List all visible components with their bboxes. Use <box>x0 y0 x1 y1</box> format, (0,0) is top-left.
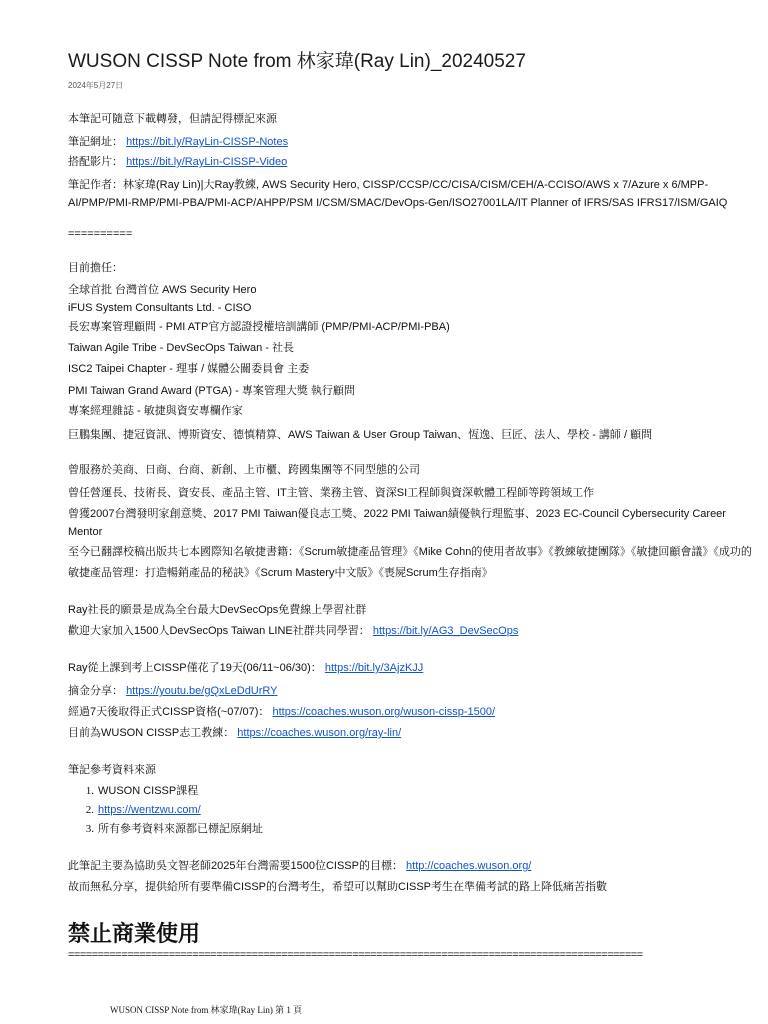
position-item: 巨鵬集團、捷冠資訊、博斯資安、德慎精算、AWS Taiwan & User Group Taiwan、恆逸、巨匠、法人、學校 - 講師 / 顧問 <box>68 429 653 441</box>
separator: ========== <box>68 228 133 240</box>
journey-line <box>68 659 423 677</box>
document-date: 2024年5月27日 <box>68 81 124 90</box>
list-number: 1. <box>85 785 94 797</box>
video-link[interactable]: https://bit.ly/RayLin-CISSP-Video <box>126 156 288 168</box>
journey-label: 經過7天後取得正式CISSP資格(~07/07)： <box>68 706 270 718</box>
journey-label: 摘金分享： <box>68 685 123 697</box>
author-line: 筆記作者：林家瑋(Ray Lin)|大Ray教練, AWS Security Hero, CISSP/CCSP/CC/CISA/CISM/CEH/A-CCISO/AWS x 7/Azure x 6/MPP-AI/PMP/PMI-RMP/PMI-PBA/PMI-ACP/AHPP/PSM I/CSM/SMAC/DevOps-Gen/ISO27001LA/IT Planner of IFRS/SAS IFRS17/ISM/GAIQ <box>68 179 728 209</box>
journey-line <box>68 682 278 700</box>
positions-heading: 目前擔任： <box>68 262 123 274</box>
document-title: WUSON CISSP Note from 林家瑋(Ray Lin)_20240527 <box>68 51 526 72</box>
experience-line: 曾服務於美商、日商、台商、新創、上市櫃、跨國集團等不同型態的公司 <box>68 464 420 476</box>
community-vision: Ray社長的願景是成為全台最大DevSecOps免費線上學習社群 <box>68 604 367 616</box>
community-join-line <box>68 622 518 640</box>
position-item: 全球首批 台灣首位 AWS Security Hero <box>68 284 257 296</box>
experience-line: 曾任營運長、技術長、資安長、產品主管、IT主管、業務主管、資深SI工程師與資深軟體工程師等跨領域工作 <box>68 487 595 499</box>
closing-link[interactable]: http://coaches.wuson.org/ <box>406 860 532 872</box>
list-text: 所有參考資料來源都已標記原網址 <box>98 823 263 835</box>
notes-link[interactable]: https://bit.ly/RayLin-CISSP-Notes <box>126 136 289 148</box>
position-item: 長宏專案管理顧問 - PMI ATP官方認證授權培訓講師 (PMP/PMI-ACP/PMI-PBA) <box>68 321 450 333</box>
journey-line <box>68 703 495 721</box>
experience-books: 至今已翻譯校稿出版共七本國際知名敏捷書籍：《Scrum敏捷產品管理》《Mike Cohn的使用者故事》《教練敏捷團隊》《敏捷回顧會議》《成功的敏捷產品管理：打造暢銷產品的秘訣》《Scrum Mastery中文版》《喪屍Scrum生存指南》 <box>68 546 752 579</box>
list-item <box>68 801 263 820</box>
list-text: WUSON CISSP課程 <box>98 785 199 797</box>
closing-line: 故而無私分享，提供給所有要準備CISSP的台灣考生，希望可以幫助CISSP考生在準備考試的路上降低痛苦指數 <box>68 881 608 893</box>
intro-line: 本筆記可隨意下載轉發，但請記得標記來源 <box>68 113 277 125</box>
closing-line <box>68 857 531 875</box>
community-join-label: 歡迎大家加入1500人DevSecOps Taiwan LINE社群共同學習： <box>68 625 370 637</box>
journey-link[interactable]: https://bit.ly/3AjzKJJ <box>324 662 424 674</box>
journey-link[interactable]: https://coaches.wuson.org/ray-lin/ <box>237 727 402 739</box>
journey-label: Ray從上課到考上CISSP僅花了19天(06/11~06/30)： <box>68 662 322 674</box>
notes-url-line <box>68 133 288 151</box>
references-heading: 筆記參考資料來源 <box>68 764 156 776</box>
journey-link[interactable]: https://youtu.be/gQxLeDdUrRY <box>126 685 278 697</box>
position-item: Taiwan Agile Tribe - DevSecOps Taiwan - 社長 <box>68 342 294 354</box>
list-item <box>68 820 263 839</box>
notes-label: 筆記網址： <box>68 136 123 148</box>
list-number: 2. <box>85 804 94 816</box>
list-item <box>68 782 263 801</box>
position-item: 專案經理雜誌 - 敏捷與資安專欄作家 <box>68 405 243 417</box>
video-url-line <box>68 153 287 171</box>
video-label: 搭配影片： <box>68 156 123 168</box>
list-number: 3. <box>85 823 94 835</box>
journey-line <box>68 724 401 742</box>
position-item: ISC2 Taipei Chapter - 理事 / 媒體公關委員會 主委 <box>68 363 310 375</box>
position-item: iFUS System Consultants Ltd. - CISO <box>68 302 252 314</box>
experience-line: 曾獲2007台灣發明家創意獎、2017 PMI Taiwan優良志工獎、2022 PMI Taiwan績優執行理監事、2023 EC-Council Cybersecurity Career Mentor <box>68 508 726 538</box>
community-link[interactable]: https://bit.ly/AG3_DevSecOps <box>372 625 519 637</box>
page-footer: WUSON CISSP Note from 林家瑋(Ray Lin) 第 1 頁 <box>110 1005 303 1015</box>
rule-separator: ================================================================================================= <box>68 949 643 961</box>
closing-label: 此筆記主要為協助吳文智老師2025年台灣需要1500位CISSP的目標： <box>68 860 403 872</box>
journey-link[interactable]: https://coaches.wuson.org/wuson-cissp-1500/ <box>272 706 496 718</box>
references-list <box>68 782 263 839</box>
reference-link[interactable]: https://wentzwu.com/ <box>98 804 201 816</box>
journey-label: 目前為WUSON CISSP志工教練： <box>68 727 235 739</box>
position-item: PMI Taiwan Grand Award (PTGA) - 專案管理大獎 執行顧問 <box>68 385 355 397</box>
no-commercial-use-heading: 禁止商業使用 <box>68 921 201 946</box>
